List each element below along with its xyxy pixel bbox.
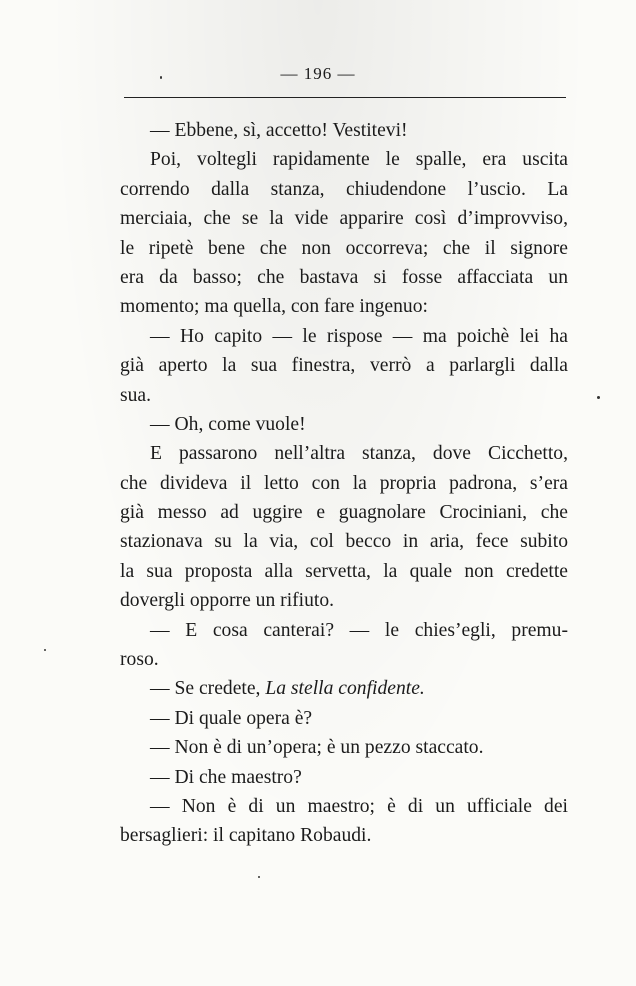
text-line: la sua proposta alla servetta, la quale non credette	[120, 560, 568, 582]
text-segment: — Se credete,	[150, 678, 261, 700]
song-title: La stella confidente.	[265, 678, 425, 700]
text-line: — Di che maestro?	[150, 766, 302, 788]
text-line: già messo ad uggire e guagnolare Crociniani, che	[120, 502, 568, 524]
text-line: era da basso; che bastava si fosse affacciata un	[120, 266, 568, 288]
text-line: — Di quale opera è?	[150, 707, 313, 729]
text-line: le ripetè bene che non occorreva; che il signore	[120, 237, 568, 259]
text-line: momento; ma quella, con fare ingenuo:	[120, 296, 428, 318]
scan-speck	[597, 396, 600, 399]
text-line: stazionava su la via, col becco in aria, fece subito	[120, 531, 568, 553]
text-line: roso.	[120, 649, 159, 671]
text-line: bersaglieri: il capitano Robaudi.	[120, 825, 372, 847]
text-line: dovergli opporre un rifiuto.	[120, 590, 335, 612]
header-rule	[124, 97, 566, 98]
text-line: sua.	[120, 384, 152, 406]
text-line: — Oh, come vuole!	[150, 413, 306, 435]
text-line: — Ho capito — le rispose — ma poichè lei ha	[150, 325, 568, 347]
scan-speck	[160, 76, 162, 79]
text-line: che divideva il letto con la propria padrona, s’era	[120, 472, 568, 494]
text-line: — E cosa canterai? — le chies’egli, premu-	[150, 619, 568, 641]
scan-speck	[258, 876, 260, 878]
text-line: E passarono nell’altra stanza, dove Cicchetto,	[150, 443, 568, 465]
text-line: Poi, voltegli rapidamente le spalle, era uscita	[150, 149, 568, 171]
text-line: — Ebbene, sì, accetto! Vestitevi!	[150, 120, 408, 141]
scan-speck	[44, 649, 46, 651]
text-line: già aperto la sua finestra, verrò a parlargli dalla	[120, 355, 568, 377]
page-number: — 196 —	[280, 64, 356, 83]
text-line: — Non è di un’opera; è un pezzo staccato.	[150, 737, 484, 759]
text-line: — Non è di un maestro; è di un ufficiale dei	[150, 795, 568, 817]
text-line: merciaia, che se la vide apparire così d’improvviso,	[120, 208, 568, 230]
text-line: correndo dalla stanza, chiudendone l’uscio. La	[120, 178, 568, 200]
text-line	[120, 674, 568, 703]
body-text	[120, 116, 568, 851]
